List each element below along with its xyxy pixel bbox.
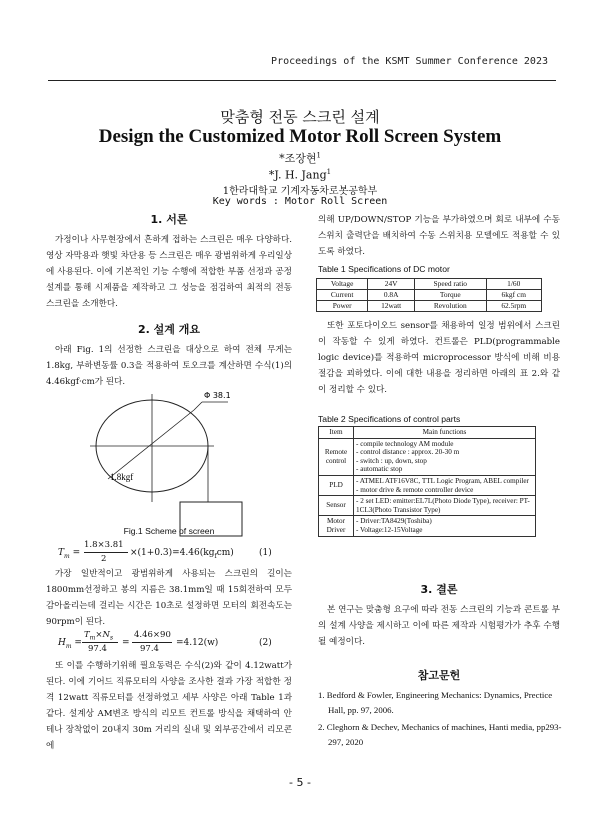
diameter-line bbox=[108, 410, 194, 479]
table-row: Current 0.8A Torque 6kgf cm bbox=[317, 290, 542, 301]
weight-label: 1.8kgf bbox=[110, 472, 134, 482]
right-body-sensor: 또한 포토다이오드 sensor를 채용하여 일정 범위에서 스크린이 작동할 수 있게 하였다. 컨트롤은 PLD(programmable logic device)를 적용하여 microprocessor 방식에 비해 비용절감을 꾀하였다. 이에 대한 내용을 정리하면 아래의 표 2.와 같이 정리할 수 있다. bbox=[318, 321, 560, 395]
table-row: Power 12watt Revolution 62.5rpm bbox=[317, 301, 542, 312]
korean-title: 맞춤형 전동 스크린 설계 bbox=[220, 108, 380, 126]
table-control-parts bbox=[318, 426, 536, 537]
section2-body-2: 또 이를 수행하기위해 필요동력은 수식(2)와 같이 4.12watt가 된다. 이에 기어드 직류모터의 사양을 조사한 결과 가장 적합한 정격 12watt 직류모터를 선정하였고 세부 사양은 아래 Table 1과 같다. 설계상 AM변조 방식의 리모트 컨트롤 방식을 채택하여 안테나 장착없이 20내지 30m 거리의 실내 및 외부공간에서 리모콘에 bbox=[46, 661, 292, 751]
references-heading: 참고문헌 bbox=[417, 669, 461, 682]
korean-author: *조장현$^1$ bbox=[279, 151, 321, 165]
table1-caption: Table 1 Specifications of DC motor bbox=[318, 264, 450, 274]
section2-intro: 아래 Fig. 1의 선정한 스크린을 대상으로 하여 전체 무게는 1.8kg, 부하변동률 0.3을 적용하여 토오크를 계산하면 수식(1)의 4.46kgf·cm가 된다. bbox=[46, 345, 292, 387]
table2-caption: Table 2 Specifications of control parts bbox=[318, 414, 461, 424]
section2-heading: 2. 설계 개요 bbox=[138, 323, 200, 336]
leader-line bbox=[194, 402, 202, 410]
screen-scheme-figure bbox=[80, 384, 280, 544]
table-header-row: Item Main functions bbox=[319, 427, 536, 439]
table-row: PLD - ATMEL ATF16V8C, TTL Logic Program, ABEL compiler - motor drive & remote controller device bbox=[319, 475, 536, 495]
section3-body: 본 연구는 맞춤형 요구에 따라 전동 스크린의 기능과 콘트롤 부의 설계 사양을 제시하고 이에 따른 제작과 시험평가가 추후 수행될 예정이다. bbox=[318, 605, 560, 647]
running-header: Proceedings of the KSMT Summer Conference 2023 bbox=[271, 56, 548, 67]
section2-body: 가장 일반적이고 광범위하게 사용되는 스크린의 길이는 1800mm선정하고 봉의 지름은 38.1mm일 때 15회전하여 모두 감아올리는데 걸리는 시간은 10초로 설정하면 모터의 회전속도는 90rpm이 된다. bbox=[46, 569, 292, 627]
header-rule bbox=[48, 80, 556, 81]
table-row: Voltage 24V Speed ratio 1/60 bbox=[317, 279, 542, 290]
keywords: Key words : Motor Roll Screen bbox=[212, 196, 388, 207]
english-author: *J. H. Jang$^1$ bbox=[268, 168, 332, 182]
affiliation: 1한라대학교 기계자동차로봇공학부 bbox=[222, 186, 378, 197]
right-body-continued: 의해 UP/DOWN/STOP 기능을 부가하였으며 회로 내부에 수동 스위치 출력단을 배치하여 수동 스위치용 모델에도 적용할 수 있도록 하였다. bbox=[318, 215, 560, 257]
english-title: Design the Customized Motor Roll Screen System bbox=[98, 126, 502, 147]
fig1-caption: Fig.1 Scheme of screen bbox=[123, 526, 215, 536]
equation-1: $T_m$ = 1.8×3.81 2 $\times(1+0.3)=4.46(kg_fcm)$ (1) bbox=[58, 540, 272, 564]
equation-2: $H_m$ = $T_m\times N_s$ 97.4 = 4.46×90 97.4 =4.12(w) (2) bbox=[58, 630, 272, 654]
table-dc-motor bbox=[316, 278, 542, 312]
table-row: Sensor - 2 set LED: emitter:EL7L(Photo Diode Type), receiver: PT-1CL3(Photo Transistor Type) bbox=[319, 496, 536, 516]
section3-heading: 3. 결론 bbox=[420, 583, 458, 596]
section1-body: 가정이나 사무현장에서 흔하게 접하는 스크린은 매우 다양하다. 영상 자막용과 햇빛 차단용 등 스크린은 매우 광범위하게 우리일상에 사용된다. 이에 기본적인 기능 수행에 적합한 부품 선정과 공정 설계를 통해 시제품을 제작하고 그 성능을 점검하여 최적의 전동 스크린을 소개한다. bbox=[46, 235, 292, 309]
reference-item: 2. Cleghorn & Dechev, Mechanics of machines, Hanti media, pp293-297, 2020 bbox=[318, 722, 562, 747]
table-row: Motor Driver - Driver:TA8429(Toshiba) - Voltage:12-15Voltage bbox=[319, 516, 536, 536]
section1-heading: 1. 서론 bbox=[150, 213, 188, 226]
reference-item: 1. Bedford & Fowler, Engineering Mechanics: Dynamics, Prectice Hall, pp. 97, 2006. bbox=[318, 690, 553, 715]
page-number: - 5 - bbox=[289, 776, 311, 789]
table-row: Remote control - compile technology AM module - control distance : approx. 20-30 m - switch : up, down, stop - automatic stop bbox=[319, 438, 536, 475]
diameter-label: Φ 38.1 bbox=[204, 391, 231, 400]
